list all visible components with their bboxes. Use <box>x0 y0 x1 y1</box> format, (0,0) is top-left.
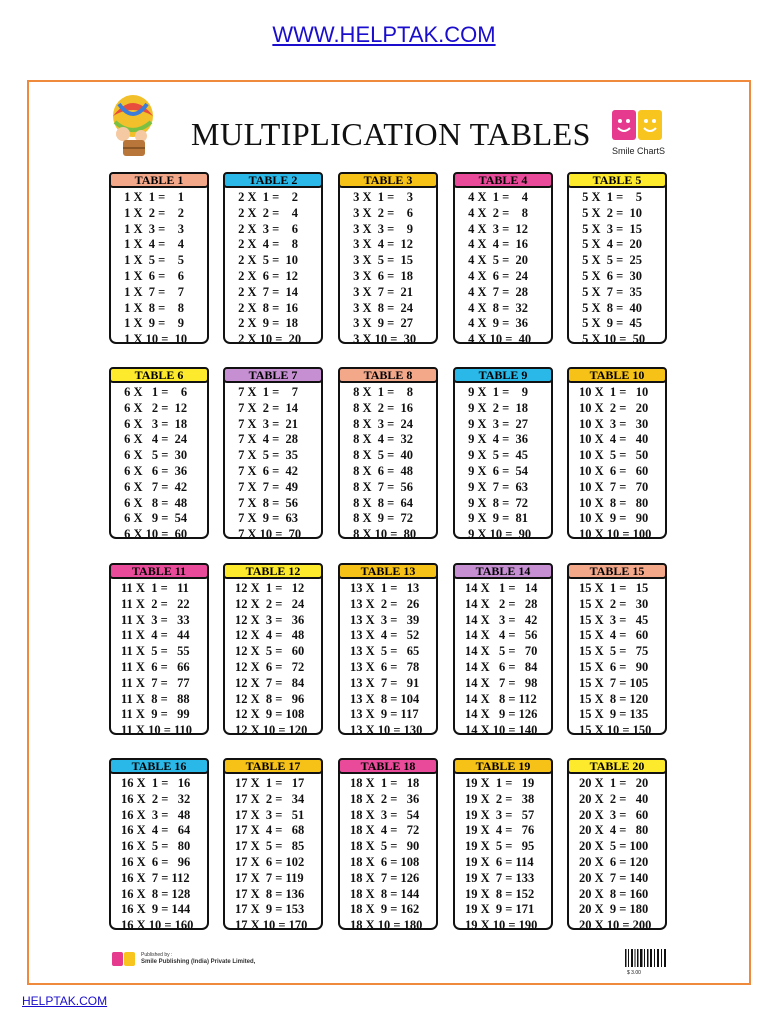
table-title: TABLE 13 <box>338 563 438 579</box>
table-row: 12 X 7 = 84 <box>235 675 305 690</box>
table-row: 14 X 4 = 56 <box>465 628 538 643</box>
table-row: 5 X 9 = 45 <box>579 316 643 331</box>
table-title: TABLE 1 <box>109 172 209 188</box>
table-row: 17 X 9 = 153 <box>235 902 305 917</box>
table-row: 14 X 9 = 126 <box>465 707 538 722</box>
table-row: 13 X 2 = 26 <box>350 596 420 611</box>
table-row: 20 X 5 = 100 <box>579 839 649 854</box>
table-row: 15 X 4 = 60 <box>579 628 649 643</box>
table-row: 2 X 4 = 8 <box>235 237 299 252</box>
table-row: 20 X 6 = 120 <box>579 854 649 869</box>
table-row: 19 X 3 = 57 <box>465 807 535 822</box>
table-row: 19 X 4 = 76 <box>465 823 535 838</box>
table-row: 13 X 10 = 130 <box>350 723 423 738</box>
table-row: 14 X 7 = 98 <box>465 675 538 690</box>
table-card <box>567 758 667 933</box>
table-row: 7 X 7 = 49 <box>235 479 299 494</box>
table-row: 18 X 8 = 144 <box>350 886 420 901</box>
table-row: 11 X 8 = 88 <box>121 691 190 706</box>
table-row: 4 X 2 = 8 <box>465 205 529 220</box>
table-row: 2 X 9 = 18 <box>235 316 299 331</box>
table-row: 20 X 8 = 160 <box>579 886 649 901</box>
table-row: 2 X 1 = 2 <box>235 190 299 204</box>
table-row: 9 X 2 = 18 <box>465 400 529 415</box>
table-row: 20 X 2 = 40 <box>579 791 649 806</box>
table-row: 4 X 8 = 32 <box>465 300 529 315</box>
table-row: 5 X 5 = 25 <box>579 253 643 268</box>
table-rows <box>111 385 207 543</box>
table-row: 10 X 5 = 50 <box>579 448 649 463</box>
table-row: 20 X 4 = 80 <box>579 823 649 838</box>
table-row: 2 X 2 = 4 <box>235 205 299 220</box>
table-row: 6 X 6 = 36 <box>121 463 188 478</box>
table-row: 5 X 10 = 50 <box>579 332 646 347</box>
table-row: 1 X 8 = 8 <box>121 300 185 315</box>
table-row: 3 X 9 = 27 <box>350 316 414 331</box>
table-row: 17 X 8 = 136 <box>235 886 305 901</box>
table-rows <box>340 190 436 348</box>
table-row: 19 X 8 = 152 <box>465 886 535 901</box>
table-title: TABLE 18 <box>338 758 438 774</box>
table-row: 7 X 3 = 21 <box>235 416 299 431</box>
table-row: 1 X 3 = 3 <box>121 221 185 236</box>
table-row: 14 X 2 = 28 <box>465 596 538 611</box>
table-title: TABLE 6 <box>109 367 209 383</box>
table-rows <box>569 385 665 543</box>
table-row: 13 X 8 = 104 <box>350 691 420 706</box>
table-row: 10 X 8 = 80 <box>579 495 649 510</box>
table-row: 16 X 9 = 144 <box>121 902 191 917</box>
table-row: 4 X 1 = 4 <box>465 190 529 204</box>
table-row: 6 X 2 = 12 <box>121 400 188 415</box>
table-card <box>109 367 209 542</box>
table-title: TABLE 8 <box>338 367 438 383</box>
table-row: 14 X 6 = 84 <box>465 659 538 674</box>
table-card <box>338 172 438 347</box>
table-row: 13 X 7 = 91 <box>350 675 420 690</box>
table-row: 3 X 1 = 3 <box>350 190 414 204</box>
table-row: 11 X 6 = 66 <box>121 659 190 674</box>
table-rows <box>455 581 551 739</box>
table-rows <box>455 190 551 348</box>
table-card <box>338 367 438 542</box>
table-row: 1 X 7 = 7 <box>121 284 185 299</box>
table-row: 10 X 3 = 30 <box>579 416 649 431</box>
table-row: 7 X 9 = 63 <box>235 511 299 526</box>
table-row: 5 X 4 = 20 <box>579 237 643 252</box>
table-row: 7 X 5 = 35 <box>235 448 299 463</box>
table-title: TABLE 17 <box>223 758 323 774</box>
table-row: 7 X 10 = 70 <box>235 527 302 542</box>
table-rows <box>569 190 665 348</box>
table-row: 17 X 6 = 102 <box>235 854 305 869</box>
table-row: 16 X 2 = 32 <box>121 791 191 806</box>
poster-title: MULTIPLICATION TABLES <box>191 116 591 152</box>
table-row: 6 X 9 = 54 <box>121 511 188 526</box>
table-rows <box>340 776 436 934</box>
table-row: 11 X 4 = 44 <box>121 628 190 643</box>
table-row: 3 X 2 = 6 <box>350 205 414 220</box>
table-row: 18 X 7 = 126 <box>350 870 420 885</box>
table-row: 4 X 4 = 16 <box>465 237 529 252</box>
table-row: 1 X 6 = 6 <box>121 268 185 283</box>
table-row: 10 X 1 = 10 <box>579 385 649 399</box>
table-row: 19 X 7 = 133 <box>465 870 535 885</box>
publisher-info <box>141 952 561 966</box>
table-row: 20 X 7 = 140 <box>579 870 649 885</box>
table-row: 10 X 7 = 70 <box>579 479 649 494</box>
table-card <box>567 563 667 738</box>
table-row: 8 X 5 = 40 <box>350 448 414 463</box>
price-label: $ 3.00 <box>627 970 641 976</box>
table-row: 18 X 6 = 108 <box>350 854 420 869</box>
table-card <box>223 758 323 933</box>
table-row: 10 X 4 = 40 <box>579 432 649 447</box>
table-title: TABLE 19 <box>453 758 553 774</box>
table-row: 11 X 7 = 77 <box>121 675 190 690</box>
table-row: 11 X 3 = 33 <box>121 612 190 627</box>
header-website-link[interactable]: WWW.HELPTAK.COM <box>272 22 496 47</box>
table-row: 2 X 3 = 6 <box>235 221 299 236</box>
table-row: 16 X 8 = 128 <box>121 886 191 901</box>
table-row: 10 X 9 = 90 <box>579 511 649 526</box>
table-row: 19 X 2 = 38 <box>465 791 535 806</box>
table-row: 3 X 6 = 18 <box>350 268 414 283</box>
table-row: 1 X 4 = 4 <box>121 237 185 252</box>
table-rows <box>455 385 551 543</box>
table-row: 11 X 1 = 11 <box>121 581 189 595</box>
table-row: 5 X 8 = 40 <box>579 300 643 315</box>
table-row: 8 X 4 = 32 <box>350 432 414 447</box>
table-card <box>223 563 323 738</box>
table-row: 6 X 5 = 30 <box>121 448 188 463</box>
table-row: 4 X 7 = 28 <box>465 284 529 299</box>
table-row: 3 X 5 = 15 <box>350 253 414 268</box>
table-row: 4 X 5 = 20 <box>465 253 529 268</box>
table-row: 11 X 2 = 22 <box>121 596 190 611</box>
table-row: 10 X 10 = 100 <box>579 527 652 542</box>
table-row: 17 X 7 = 119 <box>235 870 304 885</box>
table-card <box>453 563 553 738</box>
table-rows <box>225 776 321 934</box>
table-rows <box>569 776 665 934</box>
table-row: 19 X 1 = 19 <box>465 776 535 790</box>
table-row: 2 X 8 = 16 <box>235 300 299 315</box>
table-row: 20 X 9 = 180 <box>579 902 649 917</box>
table-row: 11 X 10 = 110 <box>121 723 193 738</box>
table-row: 8 X 9 = 72 <box>350 511 414 526</box>
table-row: 18 X 1 = 18 <box>350 776 420 790</box>
table-title: TABLE 5 <box>567 172 667 188</box>
table-row: 9 X 6 = 54 <box>465 463 529 478</box>
table-row: 9 X 5 = 45 <box>465 448 529 463</box>
table-rows <box>225 581 321 739</box>
table-title: TABLE 4 <box>453 172 553 188</box>
table-row: 2 X 10 = 20 <box>235 332 302 347</box>
table-row: 5 X 7 = 35 <box>579 284 643 299</box>
table-row: 9 X 10 = 90 <box>465 527 532 542</box>
table-row: 15 X 10 = 150 <box>579 723 652 738</box>
table-row: 16 X 10 = 160 <box>121 918 194 933</box>
table-row: 14 X 1 = 14 <box>465 581 538 595</box>
table-row: 15 X 6 = 90 <box>579 659 649 674</box>
table-row: 9 X 9 = 81 <box>465 511 529 526</box>
table-row: 18 X 2 = 36 <box>350 791 420 806</box>
table-card <box>338 563 438 738</box>
table-row: 13 X 1 = 13 <box>350 581 420 595</box>
table-row: 3 X 7 = 21 <box>350 284 414 299</box>
publisher-name: Smile Publishing (India) Private Limited, <box>141 959 256 965</box>
table-row: 18 X 4 = 72 <box>350 823 420 838</box>
table-row: 6 X 1 = 6 <box>121 385 188 399</box>
table-row: 12 X 6 = 72 <box>235 659 305 674</box>
table-row: 7 X 2 = 14 <box>235 400 299 415</box>
table-row: 8 X 7 = 56 <box>350 479 414 494</box>
table-row: 3 X 10 = 30 <box>350 332 417 347</box>
table-title: TABLE 2 <box>223 172 323 188</box>
table-rows <box>225 190 321 348</box>
table-row: 15 X 7 = 105 <box>579 675 649 690</box>
table-row: 15 X 1 = 15 <box>579 581 649 595</box>
table-card <box>453 367 553 542</box>
table-row: 2 X 5 = 10 <box>235 253 299 268</box>
table-row: 2 X 6 = 12 <box>235 268 299 283</box>
table-row: 3 X 4 = 12 <box>350 237 414 252</box>
table-title: TABLE 11 <box>109 563 209 579</box>
publisher-logo-icon <box>112 952 136 970</box>
table-rows <box>225 385 321 543</box>
table-row: 11 X 5 = 55 <box>121 644 190 659</box>
table-row: 4 X 6 = 24 <box>465 268 529 283</box>
table-row: 12 X 1 = 12 <box>235 581 305 595</box>
table-row: 7 X 6 = 42 <box>235 463 299 478</box>
table-row: 8 X 6 = 48 <box>350 463 414 478</box>
table-row: 5 X 1 = 5 <box>579 190 643 204</box>
table-row: 8 X 8 = 64 <box>350 495 414 510</box>
table-row: 1 X 5 = 5 <box>121 253 185 268</box>
table-row: 5 X 6 = 30 <box>579 268 643 283</box>
table-row: 14 X 10 = 140 <box>465 723 538 738</box>
table-row: 19 X 6 = 114 <box>465 854 534 869</box>
table-rows <box>111 776 207 934</box>
table-row: 19 X 9 = 171 <box>465 902 535 917</box>
table-row: 1 X 2 = 2 <box>121 205 185 220</box>
smile-charts-logo-text: Smile ChartS <box>612 146 666 156</box>
table-title: TABLE 12 <box>223 563 323 579</box>
table-row: 6 X 10 = 60 <box>121 527 188 542</box>
table-row: 17 X 4 = 68 <box>235 823 305 838</box>
table-card <box>567 367 667 542</box>
footer-website-link[interactable]: HELPTAK.COM <box>22 994 108 1008</box>
table-row: 17 X 3 = 51 <box>235 807 305 822</box>
table-row: 9 X 4 = 36 <box>465 432 529 447</box>
table-row: 4 X 3 = 12 <box>465 221 529 236</box>
table-title: TABLE 14 <box>453 563 553 579</box>
table-title: TABLE 3 <box>338 172 438 188</box>
table-row: 15 X 8 = 120 <box>579 691 649 706</box>
table-rows <box>569 581 665 739</box>
table-row: 16 X 6 = 96 <box>121 854 191 869</box>
table-row: 12 X 3 = 36 <box>235 612 305 627</box>
table-row: 13 X 4 = 52 <box>350 628 420 643</box>
table-row: 15 X 2 = 30 <box>579 596 649 611</box>
table-row: 15 X 9 = 135 <box>579 707 649 722</box>
table-card <box>453 758 553 933</box>
table-row: 12 X 5 = 60 <box>235 644 305 659</box>
publisher-label: Published by : <box>141 952 173 958</box>
table-row: 19 X 5 = 95 <box>465 839 535 854</box>
table-row: 20 X 3 = 60 <box>579 807 649 822</box>
table-row: 16 X 7 = 112 <box>121 870 190 885</box>
table-title: TABLE 20 <box>567 758 667 774</box>
table-row: 17 X 2 = 34 <box>235 791 305 806</box>
table-row: 15 X 3 = 45 <box>579 612 649 627</box>
table-title: TABLE 15 <box>567 563 667 579</box>
table-row: 16 X 3 = 48 <box>121 807 191 822</box>
table-row: 8 X 3 = 24 <box>350 416 414 431</box>
table-row: 18 X 3 = 54 <box>350 807 420 822</box>
table-row: 18 X 5 = 90 <box>350 839 420 854</box>
table-card <box>223 172 323 347</box>
table-row: 7 X 4 = 28 <box>235 432 299 447</box>
table-row: 6 X 4 = 24 <box>121 432 188 447</box>
table-card <box>109 563 209 738</box>
table-card <box>453 172 553 347</box>
table-row: 4 X 10 = 40 <box>465 332 532 347</box>
table-title: TABLE 16 <box>109 758 209 774</box>
table-row: 8 X 2 = 16 <box>350 400 414 415</box>
multiplication-poster <box>27 80 751 985</box>
table-row: 5 X 2 = 10 <box>579 205 643 220</box>
table-row: 20 X 1 = 20 <box>579 776 649 790</box>
table-card <box>567 172 667 347</box>
table-rows <box>111 581 207 739</box>
table-row: 8 X 10 = 80 <box>350 527 417 542</box>
table-row: 9 X 3 = 27 <box>465 416 529 431</box>
table-row: 3 X 8 = 24 <box>350 300 414 315</box>
table-row: 14 X 8 = 112 <box>465 691 537 706</box>
table-row: 5 X 3 = 15 <box>579 221 643 236</box>
table-row: 3 X 3 = 9 <box>350 221 414 236</box>
table-row: 17 X 1 = 17 <box>235 776 305 790</box>
table-title: TABLE 10 <box>567 367 667 383</box>
table-row: 12 X 2 = 24 <box>235 596 305 611</box>
table-card <box>338 758 438 933</box>
table-row: 4 X 9 = 36 <box>465 316 529 331</box>
table-row: 10 X 2 = 20 <box>579 400 649 415</box>
table-title: TABLE 9 <box>453 367 553 383</box>
table-row: 19 X 10 = 190 <box>465 918 538 933</box>
table-row: 14 X 5 = 70 <box>465 644 538 659</box>
table-row: 16 X 5 = 80 <box>121 839 191 854</box>
table-row: 1 X 1 = 1 <box>121 190 185 204</box>
table-row: 8 X 1 = 8 <box>350 385 414 399</box>
table-rows <box>455 776 551 934</box>
table-row: 17 X 10 = 170 <box>235 918 308 933</box>
table-row: 18 X 9 = 162 <box>350 902 420 917</box>
table-row: 16 X 1 = 16 <box>121 776 191 790</box>
table-row: 6 X 3 = 18 <box>121 416 188 431</box>
table-row: 10 X 6 = 60 <box>579 463 649 478</box>
table-row: 16 X 4 = 64 <box>121 823 191 838</box>
table-row: 13 X 6 = 78 <box>350 659 420 674</box>
table-row: 1 X 9 = 9 <box>121 316 185 331</box>
table-row: 15 X 5 = 75 <box>579 644 649 659</box>
table-row: 18 X 10 = 180 <box>350 918 423 933</box>
table-row: 1 X 10 = 10 <box>121 332 188 347</box>
table-row: 12 X 8 = 96 <box>235 691 305 706</box>
table-rows <box>340 385 436 543</box>
table-row: 14 X 3 = 42 <box>465 612 538 627</box>
table-row: 7 X 1 = 7 <box>235 385 299 399</box>
table-rows <box>111 190 207 348</box>
table-card <box>223 367 323 542</box>
table-row: 17 X 5 = 85 <box>235 839 305 854</box>
table-row: 12 X 4 = 48 <box>235 628 305 643</box>
table-row: 2 X 7 = 14 <box>235 284 299 299</box>
table-row: 9 X 7 = 63 <box>465 479 529 494</box>
table-row: 12 X 10 = 120 <box>235 723 308 738</box>
table-row: 11 X 9 = 99 <box>121 707 190 722</box>
table-row: 9 X 8 = 72 <box>465 495 529 510</box>
table-row: 13 X 5 = 65 <box>350 644 420 659</box>
table-card <box>109 758 209 933</box>
table-row: 6 X 8 = 48 <box>121 495 188 510</box>
table-title: TABLE 7 <box>223 367 323 383</box>
table-row: 20 X 10 = 200 <box>579 918 652 933</box>
table-row: 7 X 8 = 56 <box>235 495 299 510</box>
table-rows <box>340 581 436 739</box>
table-row: 12 X 9 = 108 <box>235 707 305 722</box>
table-row: 13 X 9 = 117 <box>350 707 419 722</box>
table-row: 13 X 3 = 39 <box>350 612 420 627</box>
table-row: 6 X 7 = 42 <box>121 479 188 494</box>
table-card <box>109 172 209 347</box>
table-row: 9 X 1 = 9 <box>465 385 529 399</box>
